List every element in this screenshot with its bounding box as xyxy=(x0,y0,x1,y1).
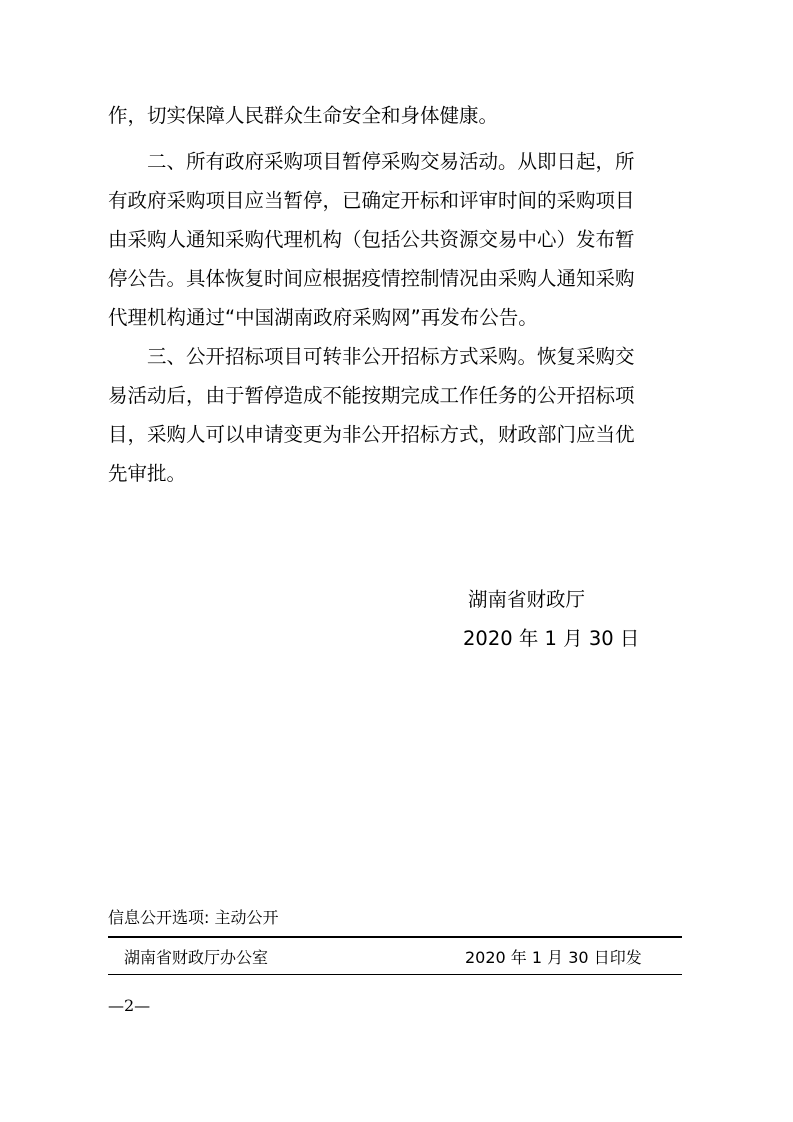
paragraph-two-line: 代理机构通过“中国湖南政府采购网”再发布公告。 xyxy=(108,306,538,329)
page-number: —2— xyxy=(108,996,151,1015)
paragraph-three-line: 易活动后，由于暂停造成不能按期完成工作任务的公开招标项 xyxy=(108,384,635,407)
issue-date: 2020 年 1 月 30 日印发 xyxy=(465,948,642,967)
issuer-office: 湖南省财政厅办公室 xyxy=(124,948,269,967)
footer-bottom-rule xyxy=(108,974,682,975)
paragraph-three-line: 先审批。 xyxy=(108,462,187,485)
paragraph-two-line: 由采购人通知采购代理机构（包括公共资源交易中心）发布暂 xyxy=(108,228,635,251)
disclosure-option: 信息公开选项: 主动公开 xyxy=(108,908,279,927)
paragraph-two-line: 停公告。具体恢复时间应根据疫情控制情况由采购人通知采购 xyxy=(108,267,635,290)
paragraph-three-line: 三、公开招标项目可转非公开招标方式采购。恢复采购交 xyxy=(108,345,635,368)
paragraph-two-line: 二、所有政府采购项目暂停采购交易活动。从即日起，所 xyxy=(108,150,635,173)
signature-date: 2020 年 1 月 30 日 xyxy=(463,627,640,650)
signature-org: 湖南省财政厅 xyxy=(468,588,586,611)
paragraph-three-line: 目，采购人可以申请变更为非公开招标方式，财政部门应当优 xyxy=(108,423,635,446)
body-line: 作，切实保障人民群众生命安全和身体健康。 xyxy=(108,104,499,127)
paragraph-two-line: 有政府采购项目应当暂停，已确定开标和评审时间的采购项目 xyxy=(108,189,635,212)
footer-top-rule xyxy=(108,936,682,938)
